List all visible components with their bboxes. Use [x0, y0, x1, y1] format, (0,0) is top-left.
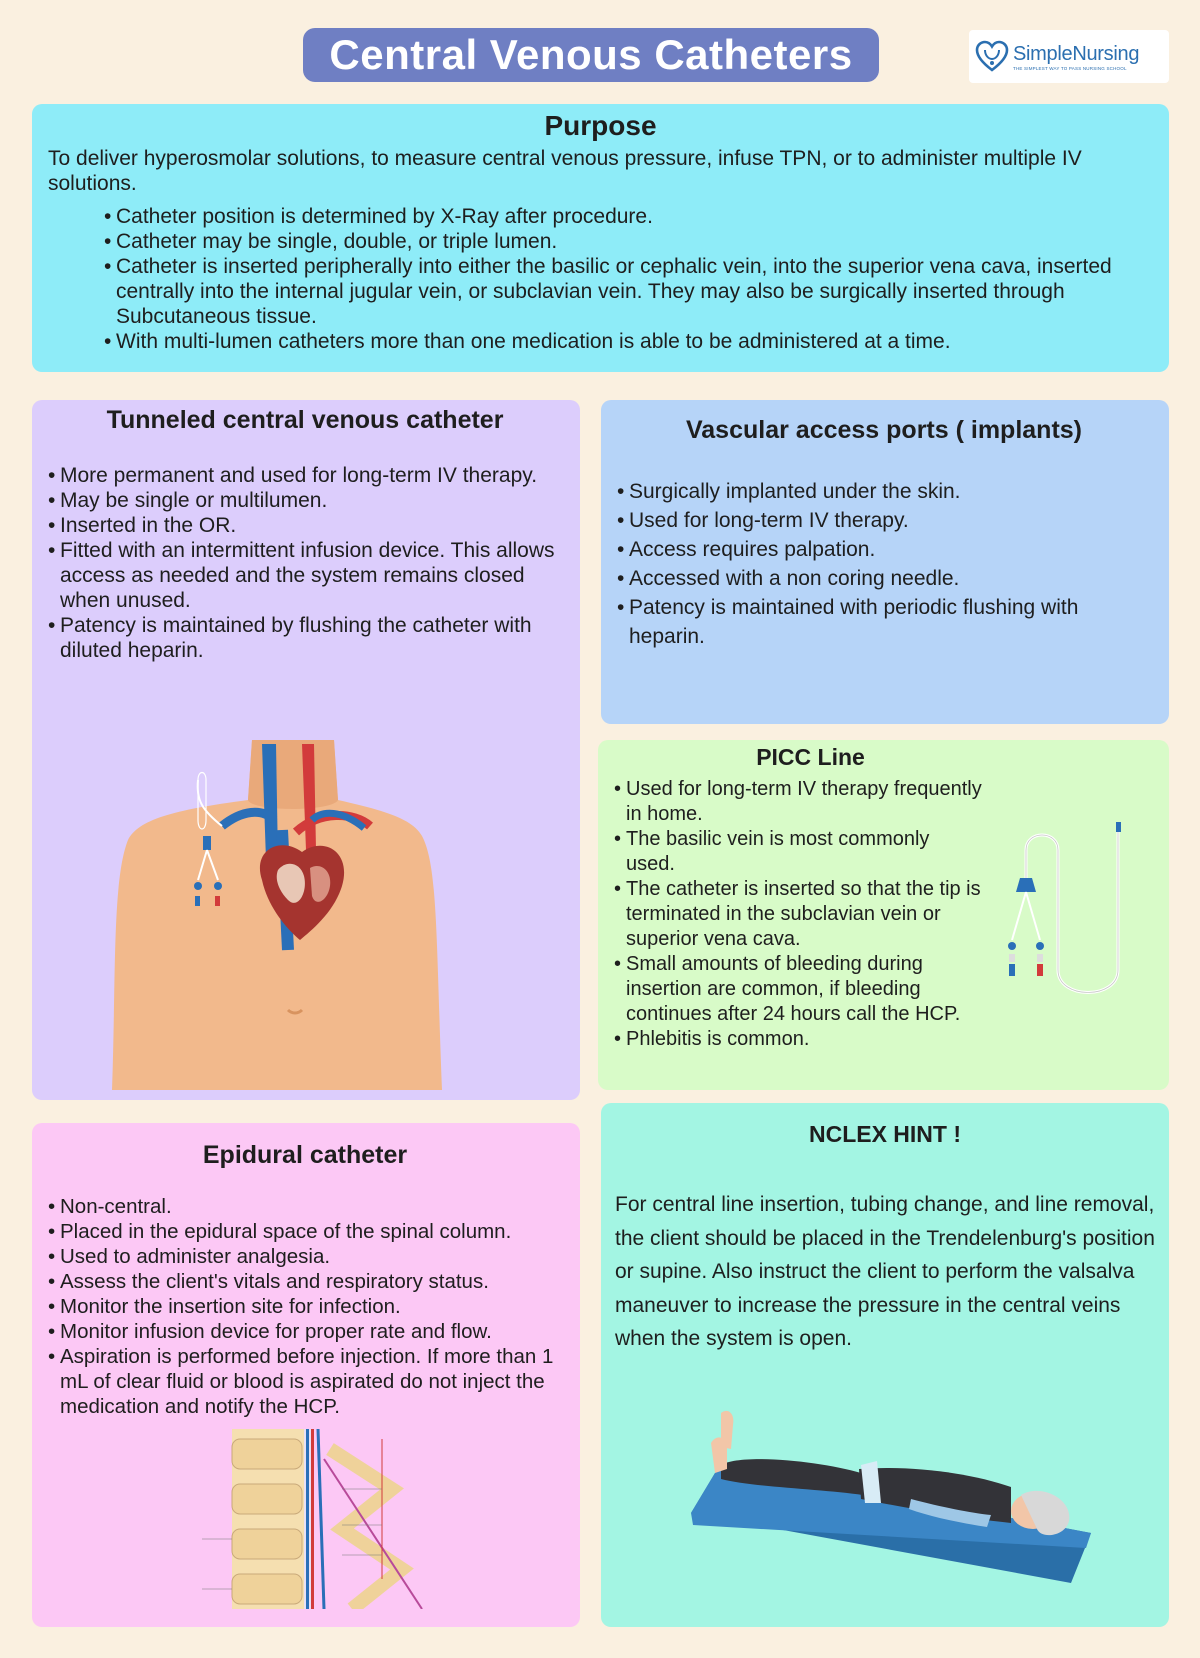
list-item: • The basilic vein is most commonly used.: [612, 827, 982, 877]
list-item: • Monitor infusion device for proper rate and flow.: [46, 1319, 564, 1344]
simplenursing-logo: [969, 30, 1169, 83]
epidural-heading: Epidural catheter: [202, 1141, 408, 1169]
epidural-catheter-card: [32, 1123, 580, 1627]
list-item: • Phlebitis is common.: [612, 1027, 982, 1052]
nclex-hint-text: For central line insertion, tubing change, and line removal, the client should be placed in the Trendelenburg's position or supine. Also instruct the client to perform the valsalva maneuver to increase the pressure in the central veins when the system is open.: [615, 1193, 1155, 1350]
list-item: • Access requires palpation.: [615, 535, 1153, 564]
purpose-bullet-list: [102, 204, 1153, 354]
vascular-heading: Vascular access ports ( implants): [685, 416, 1082, 444]
list-item: • Non-central.: [46, 1194, 564, 1219]
purpose-card: [32, 104, 1169, 372]
list-item: • Fitted with an intermittent infusion device. This allows access as needed and the system remains closed when unused.: [46, 538, 564, 613]
picc-catheter-illustration: [998, 820, 1158, 1010]
tunneled-heading: Tunneled central venous catheter: [106, 406, 504, 434]
list-item: • Catheter is inserted peripherally into either the basilic or cephalic vein, into the superior vena cava, inserted centrally into the internal jugular vein, or subclavian vein. They may also be surgically inserted through Subcutaneous tissue.: [102, 254, 1153, 329]
list-item: • Used to administer analgesia.: [46, 1244, 564, 1269]
list-item: • Placed in the epidural space of the spinal column.: [46, 1219, 564, 1244]
list-item: • Catheter may be single, double, or triple lumen.: [102, 229, 1153, 254]
picc-line-card: [598, 740, 1169, 1090]
list-item: • Assess the client's vitals and respiratory status.: [46, 1269, 564, 1294]
list-item: • Inserted in the OR.: [46, 513, 564, 538]
list-item: • With multi-lumen catheters more than one medication is able to be administered at a time.: [102, 329, 1153, 354]
logo-name: SimpleNursing: [1013, 42, 1140, 65]
list-item: • Patency is maintained with periodic flushing with heparin.: [615, 593, 1153, 651]
list-item: • The catheter is inserted so that the tip is terminated in the subclavian vein or superior vena cava.: [612, 877, 982, 952]
picc-heading: PICC Line: [756, 744, 865, 770]
patient-supine-illustration: [681, 1403, 1091, 1593]
logo-tagline: THE SIMPLEST WAY TO PASS NURSING SCHOOL: [1013, 65, 1127, 71]
nclex-heading: NCLEX HINT !: [808, 1121, 962, 1147]
tunneled-bullet-list: [46, 463, 564, 663]
list-item: • May be single or multilumen.: [46, 488, 564, 513]
vascular-access-ports-card: [601, 400, 1169, 724]
list-item: • Used for long-term IV therapy frequently in home.: [612, 777, 982, 827]
list-item: • Patency is maintained by flushing the catheter with diluted heparin.: [46, 613, 564, 663]
epidural-bullet-list: [46, 1194, 564, 1419]
list-item: • Monitor the insertion site for infection.: [46, 1294, 564, 1319]
heart-stethoscope-icon: [975, 39, 1009, 75]
purpose-intro: To deliver hyperosmolar solutions, to measure central venous pressure, infuse TPN, or to administer multiple IV solutions.: [48, 147, 1082, 195]
vascular-bullet-list: [615, 477, 1153, 651]
list-item: • Accessed with a non coring needle.: [615, 564, 1153, 593]
list-item: • Used for long-term IV therapy.: [615, 506, 1153, 535]
spine-epidural-illustration: [192, 1429, 432, 1609]
tunneled-catheter-card: [32, 400, 580, 1100]
chest-heart-illustration: [102, 740, 502, 1090]
purpose-heading: Purpose: [544, 110, 657, 141]
nclex-hint-card: [601, 1103, 1169, 1627]
page-title: Central Venous Catheters: [303, 28, 879, 82]
list-item: • Small amounts of bleeding during insertion are common, if bleeding continues after 24 hours call the HCP.: [612, 952, 982, 1027]
list-item: • Surgically implanted under the skin.: [615, 477, 1153, 506]
list-item: • More permanent and used for long-term IV therapy.: [46, 463, 564, 488]
list-item: • Catheter position is determined by X-Ray after procedure.: [102, 204, 1153, 229]
list-item: • Aspiration is performed before injection. If more than 1 mL of clear fluid or blood is aspirated do not inject the medication and notify the HCP.: [46, 1344, 564, 1419]
picc-bullet-list: [612, 777, 982, 1052]
